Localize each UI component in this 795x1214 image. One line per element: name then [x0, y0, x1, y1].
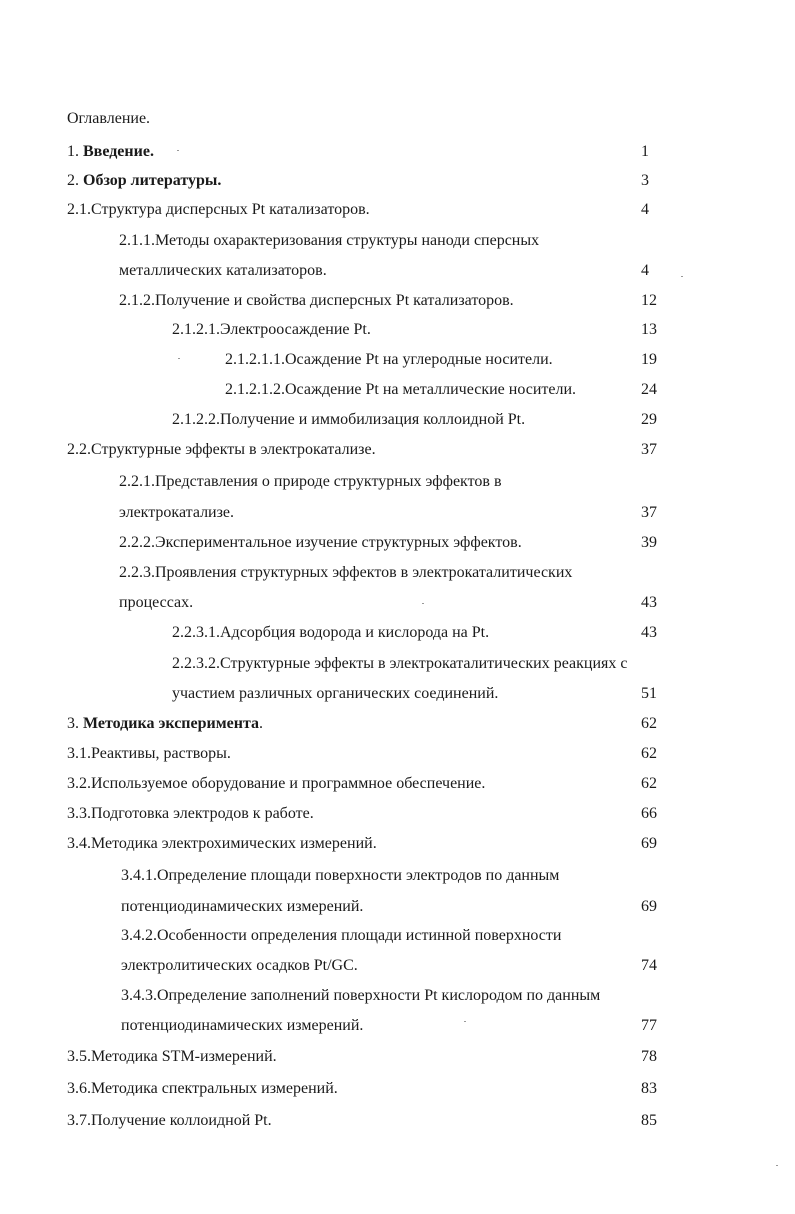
- toc-entry: 3.4.3.Определение заполнений поверхности Pt кислородом по данным: [121, 987, 601, 1004]
- toc-page-number: 37: [641, 504, 657, 521]
- toc-page-number: 12: [641, 292, 657, 309]
- toc-entry-title: Методика эксперимента: [83, 715, 260, 732]
- toc-page-number: 51: [641, 685, 657, 702]
- scan-speck: [422, 603, 424, 604]
- toc-page-number: 4: [641, 201, 649, 218]
- toc-page-number: 1: [641, 143, 649, 160]
- scan-speck: [464, 1021, 466, 1022]
- toc-entry-continuation: процессах.: [119, 594, 194, 611]
- toc-page-number: 83: [641, 1080, 657, 1097]
- toc-entry: 3.2.Используемое оборудование и программное обеспечение.: [67, 775, 486, 792]
- toc-entry: 3.7.Получение коллоидной Pt.: [67, 1112, 272, 1129]
- toc-entry-title: Введение.: [83, 143, 154, 160]
- toc-entry-title: Обзор литературы.: [83, 172, 222, 189]
- toc-entry: 2.2.1.Представления о природе структурных эффектов в: [119, 473, 502, 490]
- toc-entry: 2.1.2.1.2.Осаждение Pt на металлические носители.: [225, 381, 577, 398]
- toc-page-number: 78: [641, 1048, 657, 1065]
- toc-page-number: 29: [641, 411, 657, 428]
- toc-entry-continuation: электрокатализе.: [119, 504, 235, 521]
- toc-entry: 2.2.3.1.Адсорбция водорода и кислорода на Pt.: [172, 624, 490, 641]
- toc-page-number: 4: [641, 262, 649, 279]
- toc-page-number: 37: [641, 441, 657, 458]
- toc-entry-literature-review: [67, 171, 221, 191]
- toc-page-number: 69: [641, 898, 657, 915]
- toc-entry: 2.1.2.Получение и свойства дисперсных Pt катализаторов.: [119, 292, 514, 309]
- toc-entry: 2.2.2.Экспериментальное изучение структурных эффектов.: [119, 534, 522, 551]
- toc-page-number: 74: [641, 957, 657, 974]
- toc-page-number: 62: [641, 715, 657, 732]
- toc-page-number: 66: [641, 805, 657, 822]
- scan-speck: [776, 1165, 778, 1166]
- toc-entry: 3.1.Реактивы, растворы.: [67, 745, 231, 762]
- toc-entry: 3.6.Методика спектральных измерений.: [67, 1080, 338, 1097]
- toc-page-number: 85: [641, 1112, 657, 1129]
- toc-page-number: 24: [641, 381, 657, 398]
- toc-entry: 2.1.Структура дисперсных Pt катализаторов.: [67, 201, 370, 218]
- toc-page-number: 39: [641, 534, 657, 551]
- toc-entry-continuation: потенциодинамических измерений.: [121, 1017, 364, 1034]
- toc-page-number: 3: [641, 172, 649, 189]
- toc-page-number: 77: [641, 1017, 657, 1034]
- toc-page-number: 43: [641, 594, 657, 611]
- toc-page-number: 19: [641, 351, 657, 368]
- scan-speck: [177, 150, 179, 151]
- toc-entry: 3.3.Подготовка электродов к работе.: [67, 805, 314, 822]
- toc-entry-continuation: участием различных органических соединений.: [172, 685, 499, 702]
- toc-entry-continuation: электролитических осадков Pt/GC.: [121, 957, 358, 974]
- toc-entry: 2.2.Структурные эффекты в электрокатализе.: [67, 441, 376, 458]
- toc-entry: 3.5.Методика STM-измерений.: [67, 1048, 277, 1065]
- toc-entry-number: 1.: [67, 143, 83, 160]
- toc-heading: Оглавление.: [67, 110, 151, 127]
- toc-entry: 2.2.3.2.Структурные эффекты в электрокаталитических реакциях с: [172, 655, 628, 672]
- toc-entry-number: 2.: [67, 172, 83, 189]
- toc-page-number: 43: [641, 624, 657, 641]
- toc-entry: 3.4.2.Особенности определения площади истинной поверхности: [121, 927, 562, 944]
- toc-entry: 2.1.2.2.Получение и иммобилизация коллоидной Pt.: [172, 411, 526, 428]
- toc-entry: 2.1.2.1.1.Осаждение Pt на углеродные носители.: [225, 351, 553, 368]
- toc-entry-introduction: [67, 142, 154, 162]
- toc-page-number: 69: [641, 835, 657, 852]
- scan-speck: [178, 358, 180, 359]
- scan-speck: [681, 276, 683, 277]
- toc-entry: 2.1.1.Методы охарактеризования структуры наноди сперсных: [119, 232, 540, 249]
- toc-entry-suffix: .: [259, 715, 264, 732]
- toc-page-number: 62: [641, 745, 657, 762]
- toc-entry: 3.4.Методика электрохимических измерений.: [67, 835, 377, 852]
- toc-entry: 2.2.3.Проявления структурных эффектов в электрокаталитических: [119, 564, 573, 581]
- toc-entry-methods: [67, 714, 263, 734]
- toc-page-number: 62: [641, 775, 657, 792]
- toc-entry: 2.1.2.1.Электроосаждение Pt.: [172, 321, 371, 338]
- toc-entry: 3.4.1.Определение площади поверхности электродов по данным: [121, 867, 560, 884]
- toc-entry-continuation: потенциодинамических измерений.: [121, 898, 364, 915]
- toc-page-number: 13: [641, 321, 657, 338]
- toc-entry-continuation: металлических катализаторов.: [119, 262, 327, 279]
- toc-entry-number: 3.: [67, 715, 83, 732]
